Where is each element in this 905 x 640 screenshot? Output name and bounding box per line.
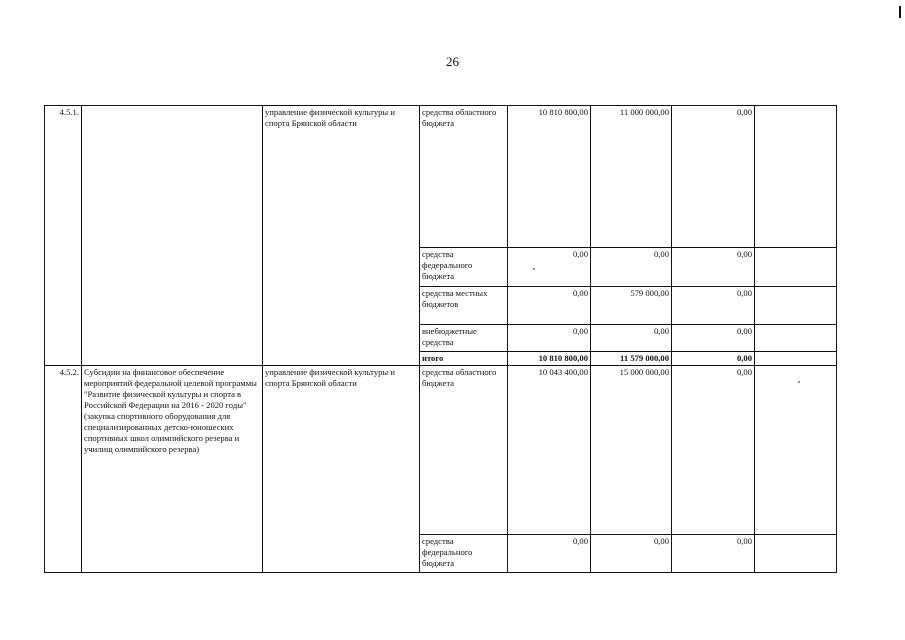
item-executor: управление физической культуры и спорта Брянской области [263, 366, 420, 573]
amount-cell: 0,00 [591, 248, 672, 287]
amount-cell: 0,00 [672, 366, 755, 535]
table-row [45, 366, 837, 535]
amount-cell: 0,00 [508, 535, 591, 573]
page-number: 26 [446, 54, 459, 69]
amount-cell: 0,00 [672, 106, 755, 248]
amount-cell: 10 810 800,00 [508, 106, 591, 248]
amount-cell: 0,00 [672, 325, 755, 352]
total-amount-cell: 10 810 800,00 [508, 352, 591, 366]
amount-cell: 11 000 000,00 [591, 106, 672, 248]
amount-cell [755, 366, 837, 535]
amount-cell: 15 000 000,00 [591, 366, 672, 535]
item-code: 4.5.2. [45, 366, 82, 573]
amount-cell: 0,00 [508, 248, 591, 287]
amount-cell: 0,00 [672, 287, 755, 325]
amount-cell [755, 106, 837, 248]
funding-source: средства федерального бюджета [420, 535, 508, 573]
amount-cell [755, 287, 837, 325]
total-amount-cell [755, 352, 837, 366]
funding-source: средства областного бюджета [420, 106, 508, 248]
scan-mark [899, 6, 901, 18]
amount-cell: 579 000,00 [591, 287, 672, 325]
table-row [45, 106, 837, 248]
funding-source: средства областного бюджета [420, 366, 508, 535]
amount-cell: 0,00 [591, 535, 672, 573]
item-name [82, 106, 263, 366]
budget-table [44, 105, 837, 573]
amount-cell: 0,00 [672, 535, 755, 573]
funding-source: средства местных бюджетов [420, 287, 508, 325]
item-executor: управление физической культуры и спорта Брянской области [263, 106, 420, 366]
amount-cell [755, 535, 837, 573]
amount-cell: 10 043 400,00 [508, 366, 591, 535]
item-code: 4.5.1. [45, 106, 82, 366]
amount-cell [755, 248, 837, 287]
funding-source: внебюджетные средства [420, 325, 508, 352]
total-amount-cell: 11 579 000,00 [591, 352, 672, 366]
amount-cell: 0,00 [591, 325, 672, 352]
total-amount-cell: 0,00 [672, 352, 755, 366]
amount-cell: 0,00 [672, 248, 755, 287]
amount-cell: 0,00 [508, 287, 591, 325]
item-name: Субсидии на финансовое обеспечение мероприятий федеральной целевой программы "Развитие физической культуры и спорта в Российской Федерации на 2016 - 2020 годы" (закупка спортивного оборудования для специализированных детско-юношеских спортивных школ олимпийского резерва и училищ олимпийского резерва) [82, 366, 263, 573]
funding-source-total: итого [420, 352, 508, 366]
amount-cell: 0,00 [508, 325, 591, 352]
amount-cell [755, 325, 837, 352]
funding-source: средства федерального бюджета [420, 248, 508, 287]
